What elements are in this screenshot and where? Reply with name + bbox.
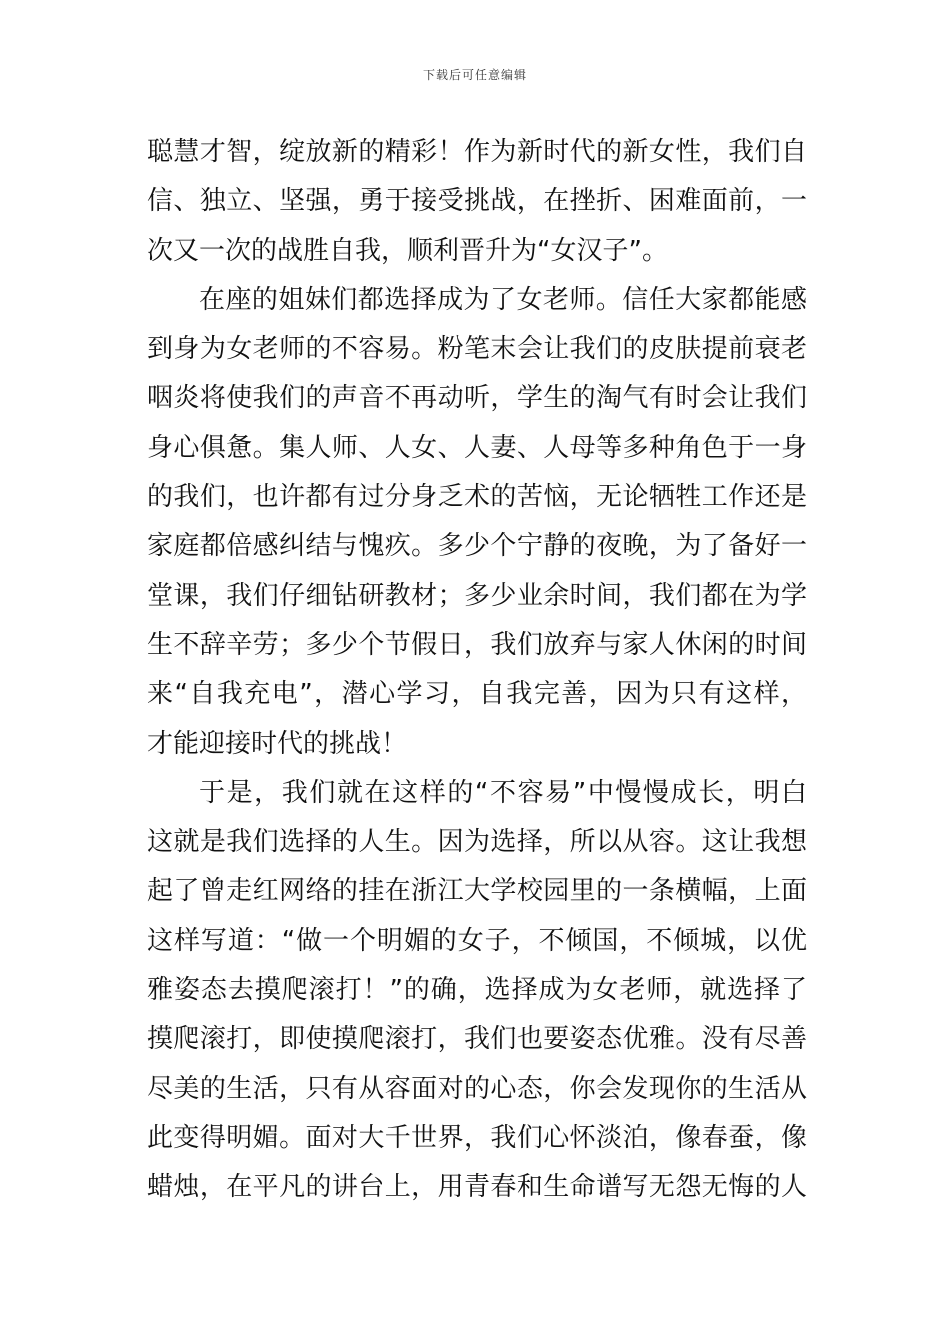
paragraph xyxy=(147,128,807,276)
text-line: 信、独立、坚强，勇于接受挑战，在挫折、困难面前，一 xyxy=(147,186,807,217)
text-line: 咽炎将使我们的声音不再动听，学生的淘气有时会让我们 xyxy=(147,383,807,414)
text-line: 身心俱惫。集人师、人女、人妻、人母等多种角色于一身 xyxy=(147,432,807,463)
paragraph xyxy=(147,276,807,769)
text-line: 聪慧才智，绽放新的精彩！作为新时代的新女性，我们自 xyxy=(147,137,807,167)
paragraph xyxy=(147,769,807,1213)
text-line: 尽美的生活，只有从容面对的心态，你会发现你的生活从 xyxy=(147,1073,807,1104)
text-line: 到身为女老师的不容易。粉笔末会让我们的皮肤提前衰老 xyxy=(147,334,807,365)
text-line: 次又一次的战胜自我，顺利晋升为“女汉子”。 xyxy=(147,235,668,266)
text-line: 生不辞辛劳；多少个节假日，我们放弃与家人休闲的时间 xyxy=(147,629,807,660)
text-line: 才能迎接时代的挑战！ xyxy=(147,728,408,759)
text-line: 的我们，也许都有过分身乏术的苦恼，无论牺牲工作还是 xyxy=(147,482,807,513)
text-line: 这样写道：“做一个明媚的女子，不倾国，不倾城，以优 xyxy=(147,925,807,956)
text-line: 在座的姐妹们都选择成为了女老师。信任大家都能感 xyxy=(199,284,807,315)
text-line: 于是，我们就在这样的“不容易”中慢慢成长，明白 xyxy=(199,777,807,808)
page-header: 下载后可任意编辑 xyxy=(422,68,527,82)
text-line: 蜡烛，在平凡的讲台上，用青春和生命谱写无怨无悔的人 xyxy=(147,1172,807,1203)
text-line: 此变得明媚。面对大千世界，我们心怀淡泊，像春蚕，像 xyxy=(147,1122,807,1153)
text-line: 起了曾走红网络的挂在浙江大学校园里的一条横幅，上面 xyxy=(147,876,807,907)
text-line: 雅姿态去摸爬滚打！”的确，选择成为女老师，就选择了 xyxy=(147,975,807,1006)
text-line: 家庭都倍感纠结与愧疚。多少个宁静的夜晚，为了备好一 xyxy=(147,531,807,562)
text-line: 这就是我们选择的人生。因为选择，所以从容。这让我想 xyxy=(147,827,807,858)
text-line: 堂课，我们仔细钻研教材；多少业余时间，我们都在为学 xyxy=(147,580,807,611)
document-body xyxy=(147,128,807,1213)
text-line: 来“自我充电”，潜心学习，自我完善，因为只有这样， xyxy=(147,679,807,710)
text-line: 摸爬滚打，即使摸爬滚打，我们也要姿态优雅。没有尽善 xyxy=(147,1024,807,1055)
